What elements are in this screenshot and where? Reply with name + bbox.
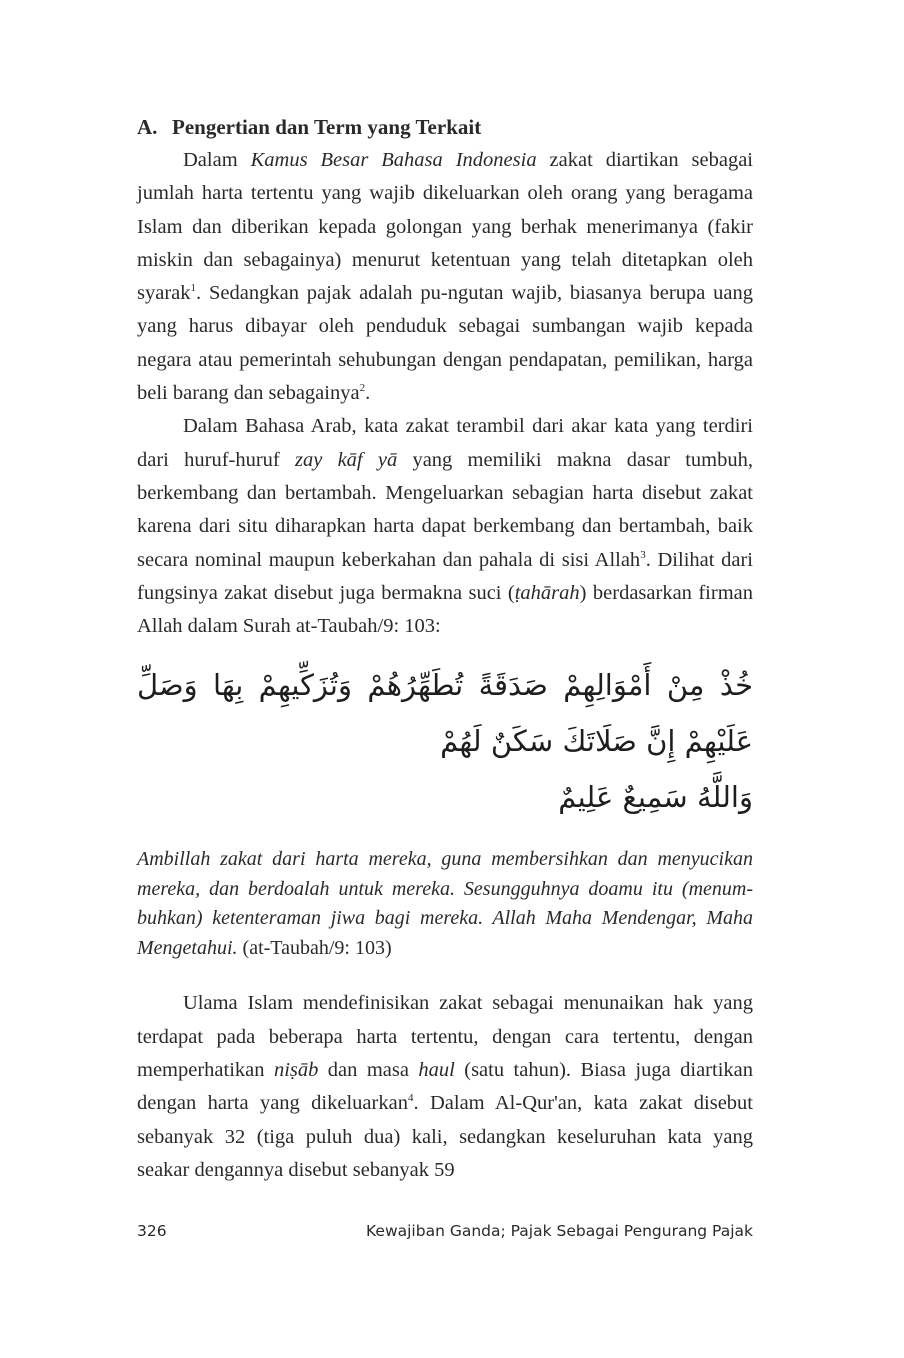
page-content: [137, 112, 753, 1187]
text-run: dan masa: [318, 1059, 419, 1082]
section-heading: [137, 112, 753, 142]
verse-reference: (at-Taubah/9: 103): [237, 936, 392, 959]
italic-run: Kamus Besar Bahasa Indonesia: [250, 149, 537, 171]
footnote-marker: 4: [407, 1092, 414, 1105]
translation-text: Ambillah zakat dari harta mereka, guna membersihkan dan menyucikan mereka, dan berdoalah untuk mereka. Sesungguhnya doamu itu (menum-buhkan) ketenteraman jiwa bagi mereka. Allah Maha Mendengar, Maha Mengetahui.: [137, 848, 753, 959]
text-run: (satu tahun). Biasa juga diartikan dengan harta yang dikeluarkan: [137, 1059, 753, 1115]
text-run: . Dalam Al-Qur'an, kata zakat disebut sebanyak 32 (tiga puluh dua) kali, sedangkan keseluruhan kata yang seakar dengannya disebut sebanyak 59: [137, 1092, 754, 1181]
arabic-line-1: خُذْ مِنْ أَمْوَالِهِمْ صَدَقَةً تُطَهِّرُهُمْ وَتُزَكِّيهِمْ بِهَا وَصَلِّ عَلَيْهِمْ إِنَّ صَلَاتَكَ سَكَنٌ لَهُمْ: [137, 668, 753, 759]
verse-translation: [137, 845, 753, 963]
section-title: Pengertian dan Term yang Terkait: [172, 115, 482, 139]
italic-run: niṣāb: [273, 1059, 319, 1082]
text-run: Dalam: [183, 149, 251, 171]
running-title: Kewajiban Ganda; Pajak Sebagai Pengurang Pajak: [366, 1222, 753, 1240]
text-run: Dalam Bahasa Arab, kata zakat terambil dari akar kata yang terdiri dari huruf-huruf: [137, 415, 753, 471]
text-run: . Dilihat dari fungsinya zakat disebut juga bermakna suci (: [137, 548, 753, 604]
text-run: . Sedangkan pajak adalah pu-ngutan wajib, biasanya berupa uang yang harus dibayar oleh penduduk sebagai sumbangan wajib kepada negara atau pemerintah sehubungan dengan pendapatan, pemilikan, harga beli barang dan sebagainya: [137, 282, 753, 405]
text-run: yang memiliki makna dasar tumbuh, berkembang dan bertambah. Mengeluarkan sebagian harta disebut zakat karena dari situ diharapkan harta dapat berkembang dan bertambah, baik secara nominal maupun keberkahan dan pahala di sisi Allah: [137, 448, 753, 571]
italic-run: ṭahārah: [514, 581, 580, 604]
paragraph-3: [137, 987, 753, 1187]
text-run: zakat diartikan sebagai jumlah harta tertentu yang wajib dikeluarkan oleh orang yang beragama Islam dan diberikan kepada golongan yang berhak menerimanya (fakir miskin dan sebagainya) menurut ketentuan yang telah ditetapkan oleh syarak: [137, 149, 753, 305]
page-number: 326: [137, 1222, 167, 1240]
paragraph-1: [137, 144, 753, 410]
italic-run: haul: [418, 1059, 455, 1082]
footnote-marker: 1: [190, 282, 197, 295]
section-number: A.: [137, 115, 158, 139]
paragraph-2: [137, 410, 753, 643]
quran-verse-arabic: [137, 657, 753, 825]
footnote-marker: 3: [640, 548, 646, 561]
text-run: ) berdasarkan firman Allah dalam Surah at-Taubah/9: 103:: [137, 581, 753, 638]
footnote-marker: 2: [359, 382, 366, 395]
text-run: .: [365, 382, 371, 405]
text-run: Ulama Islam mendefinisikan zakat sebagai menunaikan hak yang terdapat pada beberapa harta tertentu, dengan cara tertentu, dengan memperhatikan: [137, 992, 753, 1082]
italic-run: zay kāf yā: [295, 448, 398, 471]
arabic-line-2: وَاللَّهُ سَمِيعٌ عَلِيمٌ: [558, 780, 753, 815]
